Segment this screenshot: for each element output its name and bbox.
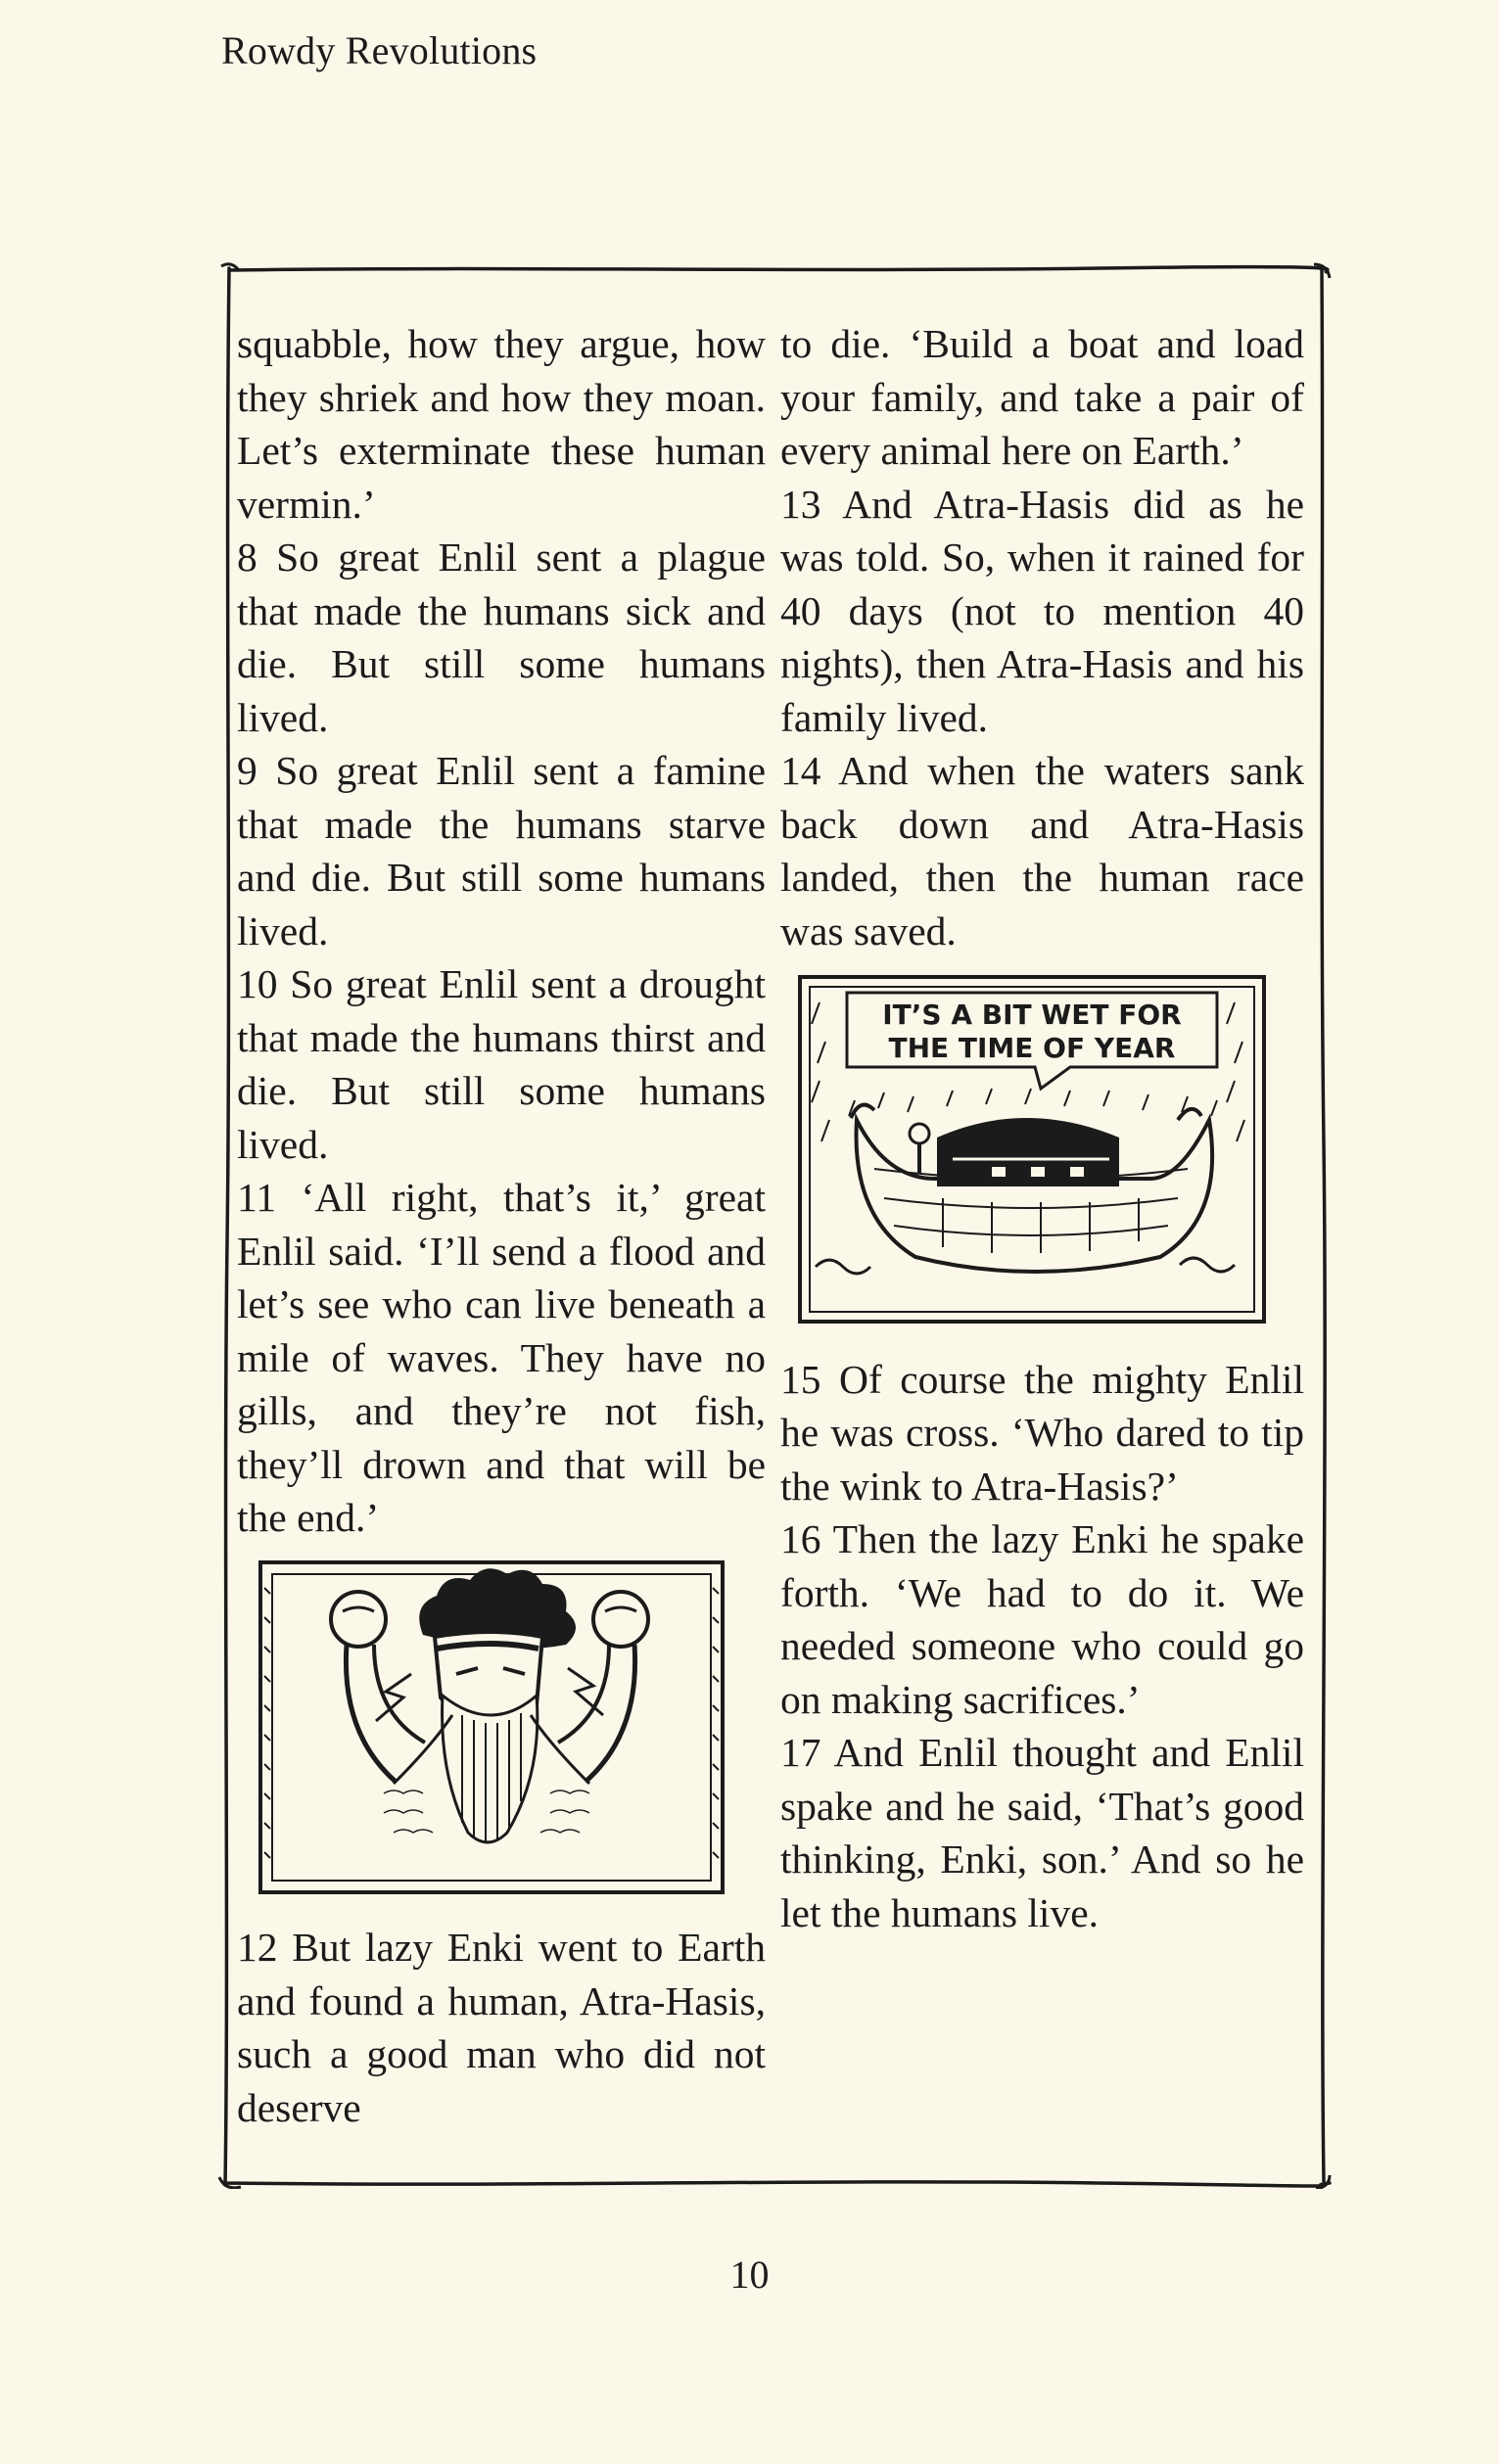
running-head: Rowdy Revolutions — [221, 28, 538, 72]
paragraph-12-end: to die. ‘Build a boat and load your family, and take a pair of every animal here on Earth.’ — [780, 321, 1304, 473]
text-frame — [217, 262, 1335, 2189]
paragraph-17: 17 And Enlil thought and Enlil spake and he said, ‘That’s good thinking, Enki, son.’ And so he let the humans live. — [780, 1730, 1304, 1935]
paragraph-11: 11 ‘All right, that’s it,’ great Enlil said. ‘I’ll send a flood and let’s see who can live beneath a mile of waves. They have no gills, and they’re not fish, they’ll drown and that will be the end.’ — [237, 1175, 766, 1540]
paragraph-14: 14 And when the waters sank back down and Atra-Hasis landed, then the human race was saved. — [780, 748, 1304, 953]
paragraph-7-end: squabble, how they argue, how they shriek and how they moan. Let’s exterminate these human vermin.’ — [237, 321, 766, 527]
left-column — [237, 317, 766, 2134]
ark-illustration — [796, 973, 1304, 1339]
paragraph-12: 12 But lazy Enki went to Earth and found a human, Atra-Hasis, such a good man who did not deserve — [237, 1925, 766, 2130]
paragraph-8: 8 So great Enlil sent a plague that made the humans sick and die. But still some humans lived. — [237, 535, 766, 740]
enlil-illustration — [257, 1558, 766, 1910]
right-column — [780, 317, 1304, 1939]
page-number: 10 — [729, 2253, 770, 2297]
ark-caption-line-2: THE TIME OF YEAR — [888, 1032, 1176, 1064]
paragraph-16: 16 Then the lazy Enki he spake forth. ‘We had to do it. We needed someone who could go on making sacrifices.’ — [780, 1516, 1304, 1722]
paragraph-15: 15 Of course the mighty Enlil he was cross. ‘Who dared to tip the wink to Atra-Hasis?’ — [780, 1356, 1304, 1509]
paragraph-10: 10 So great Enlil sent a drought that made the humans thirst and die. But still some humans lived. — [237, 961, 766, 1167]
ark-caption-line-1: IT’S A BIT WET FOR — [882, 999, 1182, 1031]
paragraph-13: 13 And Atra-Hasis did as he was told. So, when it rained for 40 days (not to mention 40 nights), then Atra-Hasis and his family lived. — [780, 481, 1304, 740]
paragraph-9: 9 So great Enlil sent a famine that made the humans starve and die. But still some humans lived. — [237, 748, 766, 953]
